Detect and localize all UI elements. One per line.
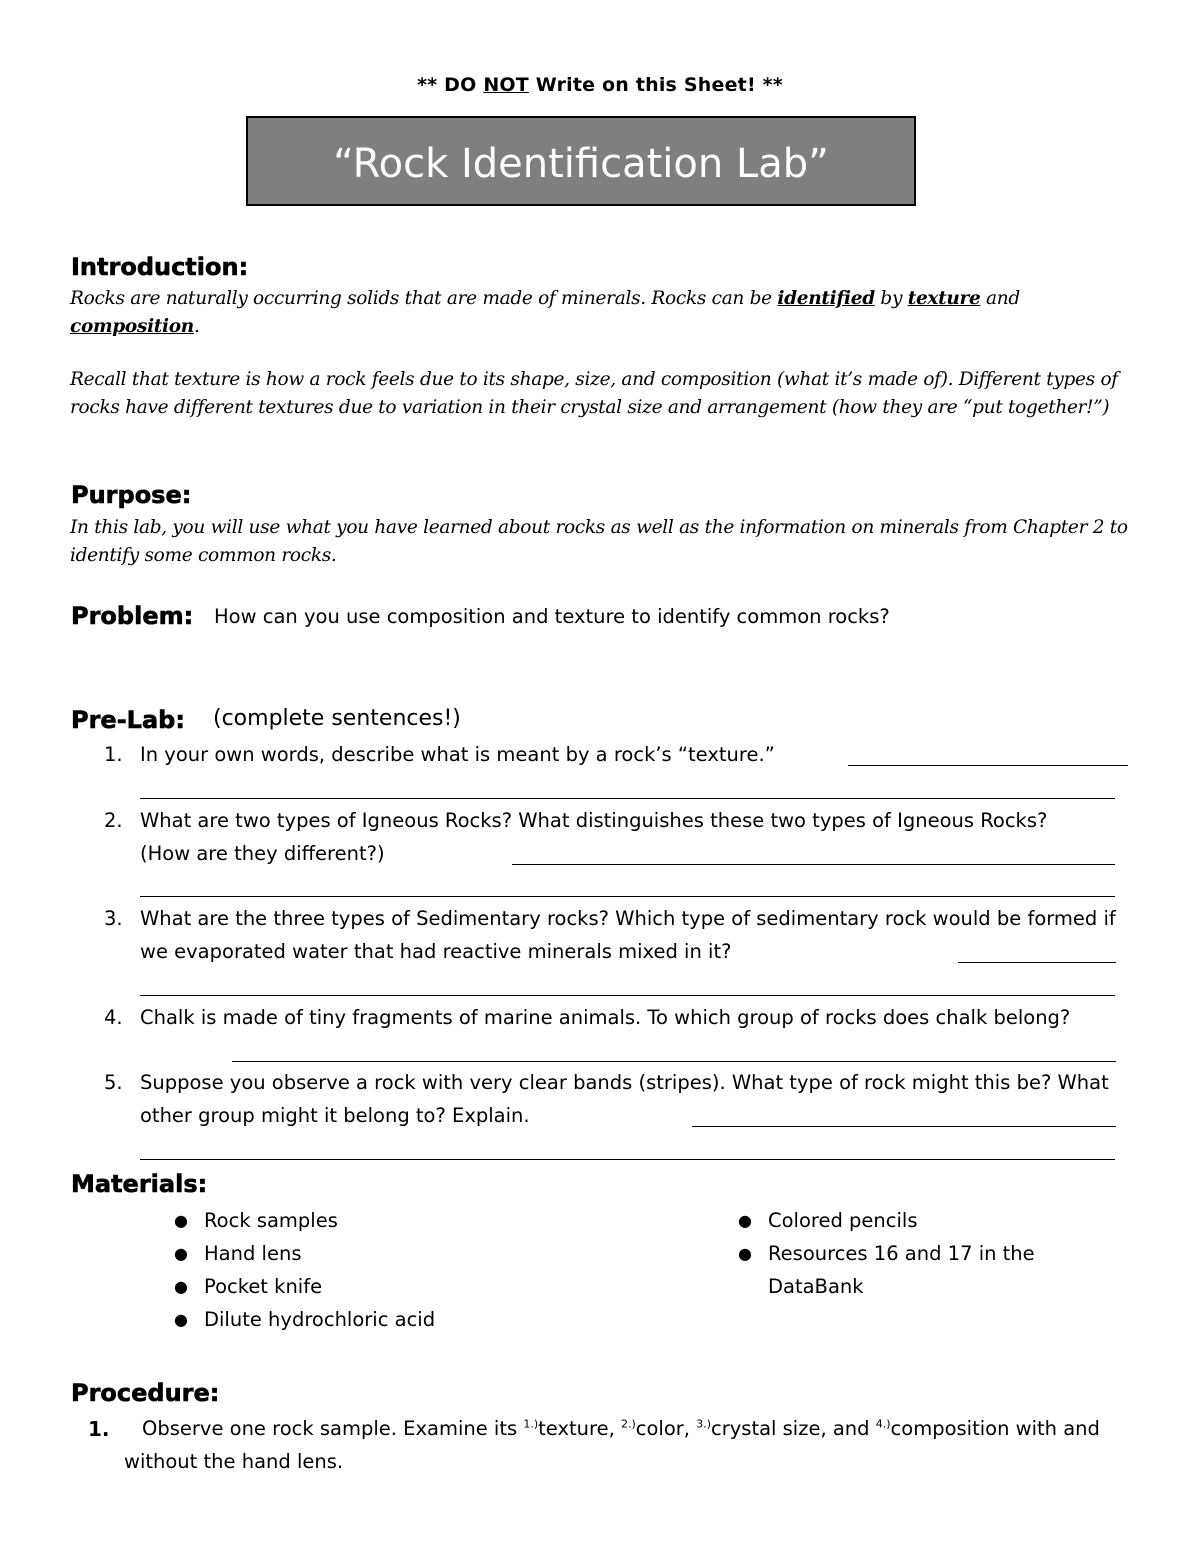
material-label: Dilute hydrochloric acid [204,1308,436,1331]
step-sup: 4.) [875,1417,891,1431]
introduction-heading: Introduction: [71,253,249,281]
materials-list-right [736,1204,1096,1303]
question-text: What are the three types of Sedimentary rocks? Which type of sedimentary rock would be formed if we evaporated water that had reactive minerals mixed in it? [140,907,1116,963]
answer-blank [140,1159,1115,1160]
material-label: Colored pencils [768,1209,918,1232]
procedure-heading: Procedure: [71,1379,220,1407]
answer-blank [512,864,1115,865]
step-text-part: texture, [538,1417,621,1440]
do-not-write-warning [0,74,1200,96]
step-sup: 1.) [523,1417,539,1431]
bullet-icon: ● [174,1277,188,1296]
list-item [172,1270,632,1303]
question-text: Chalk is made of tiny fragments of marine animals. To which group of rocks does chalk belong? [140,1006,1071,1029]
purpose-text: In this lab, you will use what you have learned about rocks as well as the information on minerals from Chapter 2 to identify some common rocks. [70,517,1128,566]
question-text: In your own words, describe what is meant by a rock’s “texture.” [140,743,775,766]
bullet-icon: ● [174,1244,188,1263]
material-label: Resources 16 and 17 in the DataBank [768,1242,1035,1298]
question-number: 1. [104,743,123,766]
step-sup: 3.) [696,1417,711,1431]
step-text-part: crystal size, and [711,1417,876,1440]
answer-blank [848,765,1128,766]
warning-text-pre: ** DO [417,74,484,96]
materials-list-left [172,1204,632,1336]
intro-texture: texture [907,288,981,309]
intro-text-d: . [193,315,200,337]
intro-composition: composition [70,315,194,337]
step-sup: 2.) [620,1417,636,1431]
bullet-icon: ● [738,1244,752,1263]
warning-text-not: NOT [483,74,529,96]
question-text: What are two types of Igneous Rocks? What distinguishes these two types of Igneous Rocks? (How are they different?) [140,809,1048,865]
intro-identified: identified [777,288,875,309]
procedure-step-number: 1. [88,1417,110,1441]
bullet-icon: ● [174,1211,188,1230]
answer-blank [140,995,1115,996]
intro-text-a: Rocks are naturally occurring solids that are made of minerals. Rocks can be [70,288,778,309]
prelab-heading: Pre-Lab: [71,706,185,734]
answer-blank [140,798,1115,799]
question-text: Suppose you observe a rock with very clear bands (stripes). What type of rock might this be? What other group might it belong to? Explain. [140,1071,1109,1127]
list-item [736,1237,1096,1303]
answer-blank [232,1061,1116,1062]
problem-question: How can you use composition and texture to identify common rocks? [214,605,890,628]
materials-heading: Materials: [71,1170,208,1198]
list-item [172,1237,632,1270]
prelab-note: (complete sentences!) [213,706,461,731]
question-number: 4. [104,1006,123,1029]
question-number: 3. [104,907,123,930]
step-text-part: color, [635,1417,697,1440]
introduction-paragraph-1 [70,285,1135,340]
list-item [736,1204,1096,1237]
question-number: 2. [104,809,123,832]
procedure-step-text [124,1413,1124,1478]
material-label: Pocket knife [204,1275,323,1298]
step-text-part: composition with and without the hand lens. [124,1417,1100,1473]
warning-text-post: Write on this Sheet! ** [528,74,783,96]
problem-heading: Problem: [71,602,194,630]
intro-text-b: by [874,288,908,309]
answer-blank [692,1126,1116,1127]
purpose-heading: Purpose: [71,481,192,509]
list-item [172,1303,632,1336]
bullet-icon: ● [738,1211,752,1230]
step-text-part: Observe one rock sample. Examine its [142,1417,524,1440]
material-label: Rock samples [204,1209,338,1232]
intro-text-c: and [980,288,1020,309]
question-number: 5. [104,1071,123,1094]
bullet-icon: ● [174,1310,188,1329]
introduction-paragraph-2: Recall that texture is how a rock feels due to its shape, size, and composition (what it’s made of). Different types of rocks have different textures due to variation in their crystal size and arrangement (how they are “put together!”) [70,369,1118,418]
list-item [172,1204,632,1237]
page-title: “Rock Identification Lab” [333,141,829,187]
material-label: Hand lens [204,1242,302,1265]
answer-blank [958,962,1116,963]
answer-blank [140,896,1115,897]
title-banner [246,116,916,206]
